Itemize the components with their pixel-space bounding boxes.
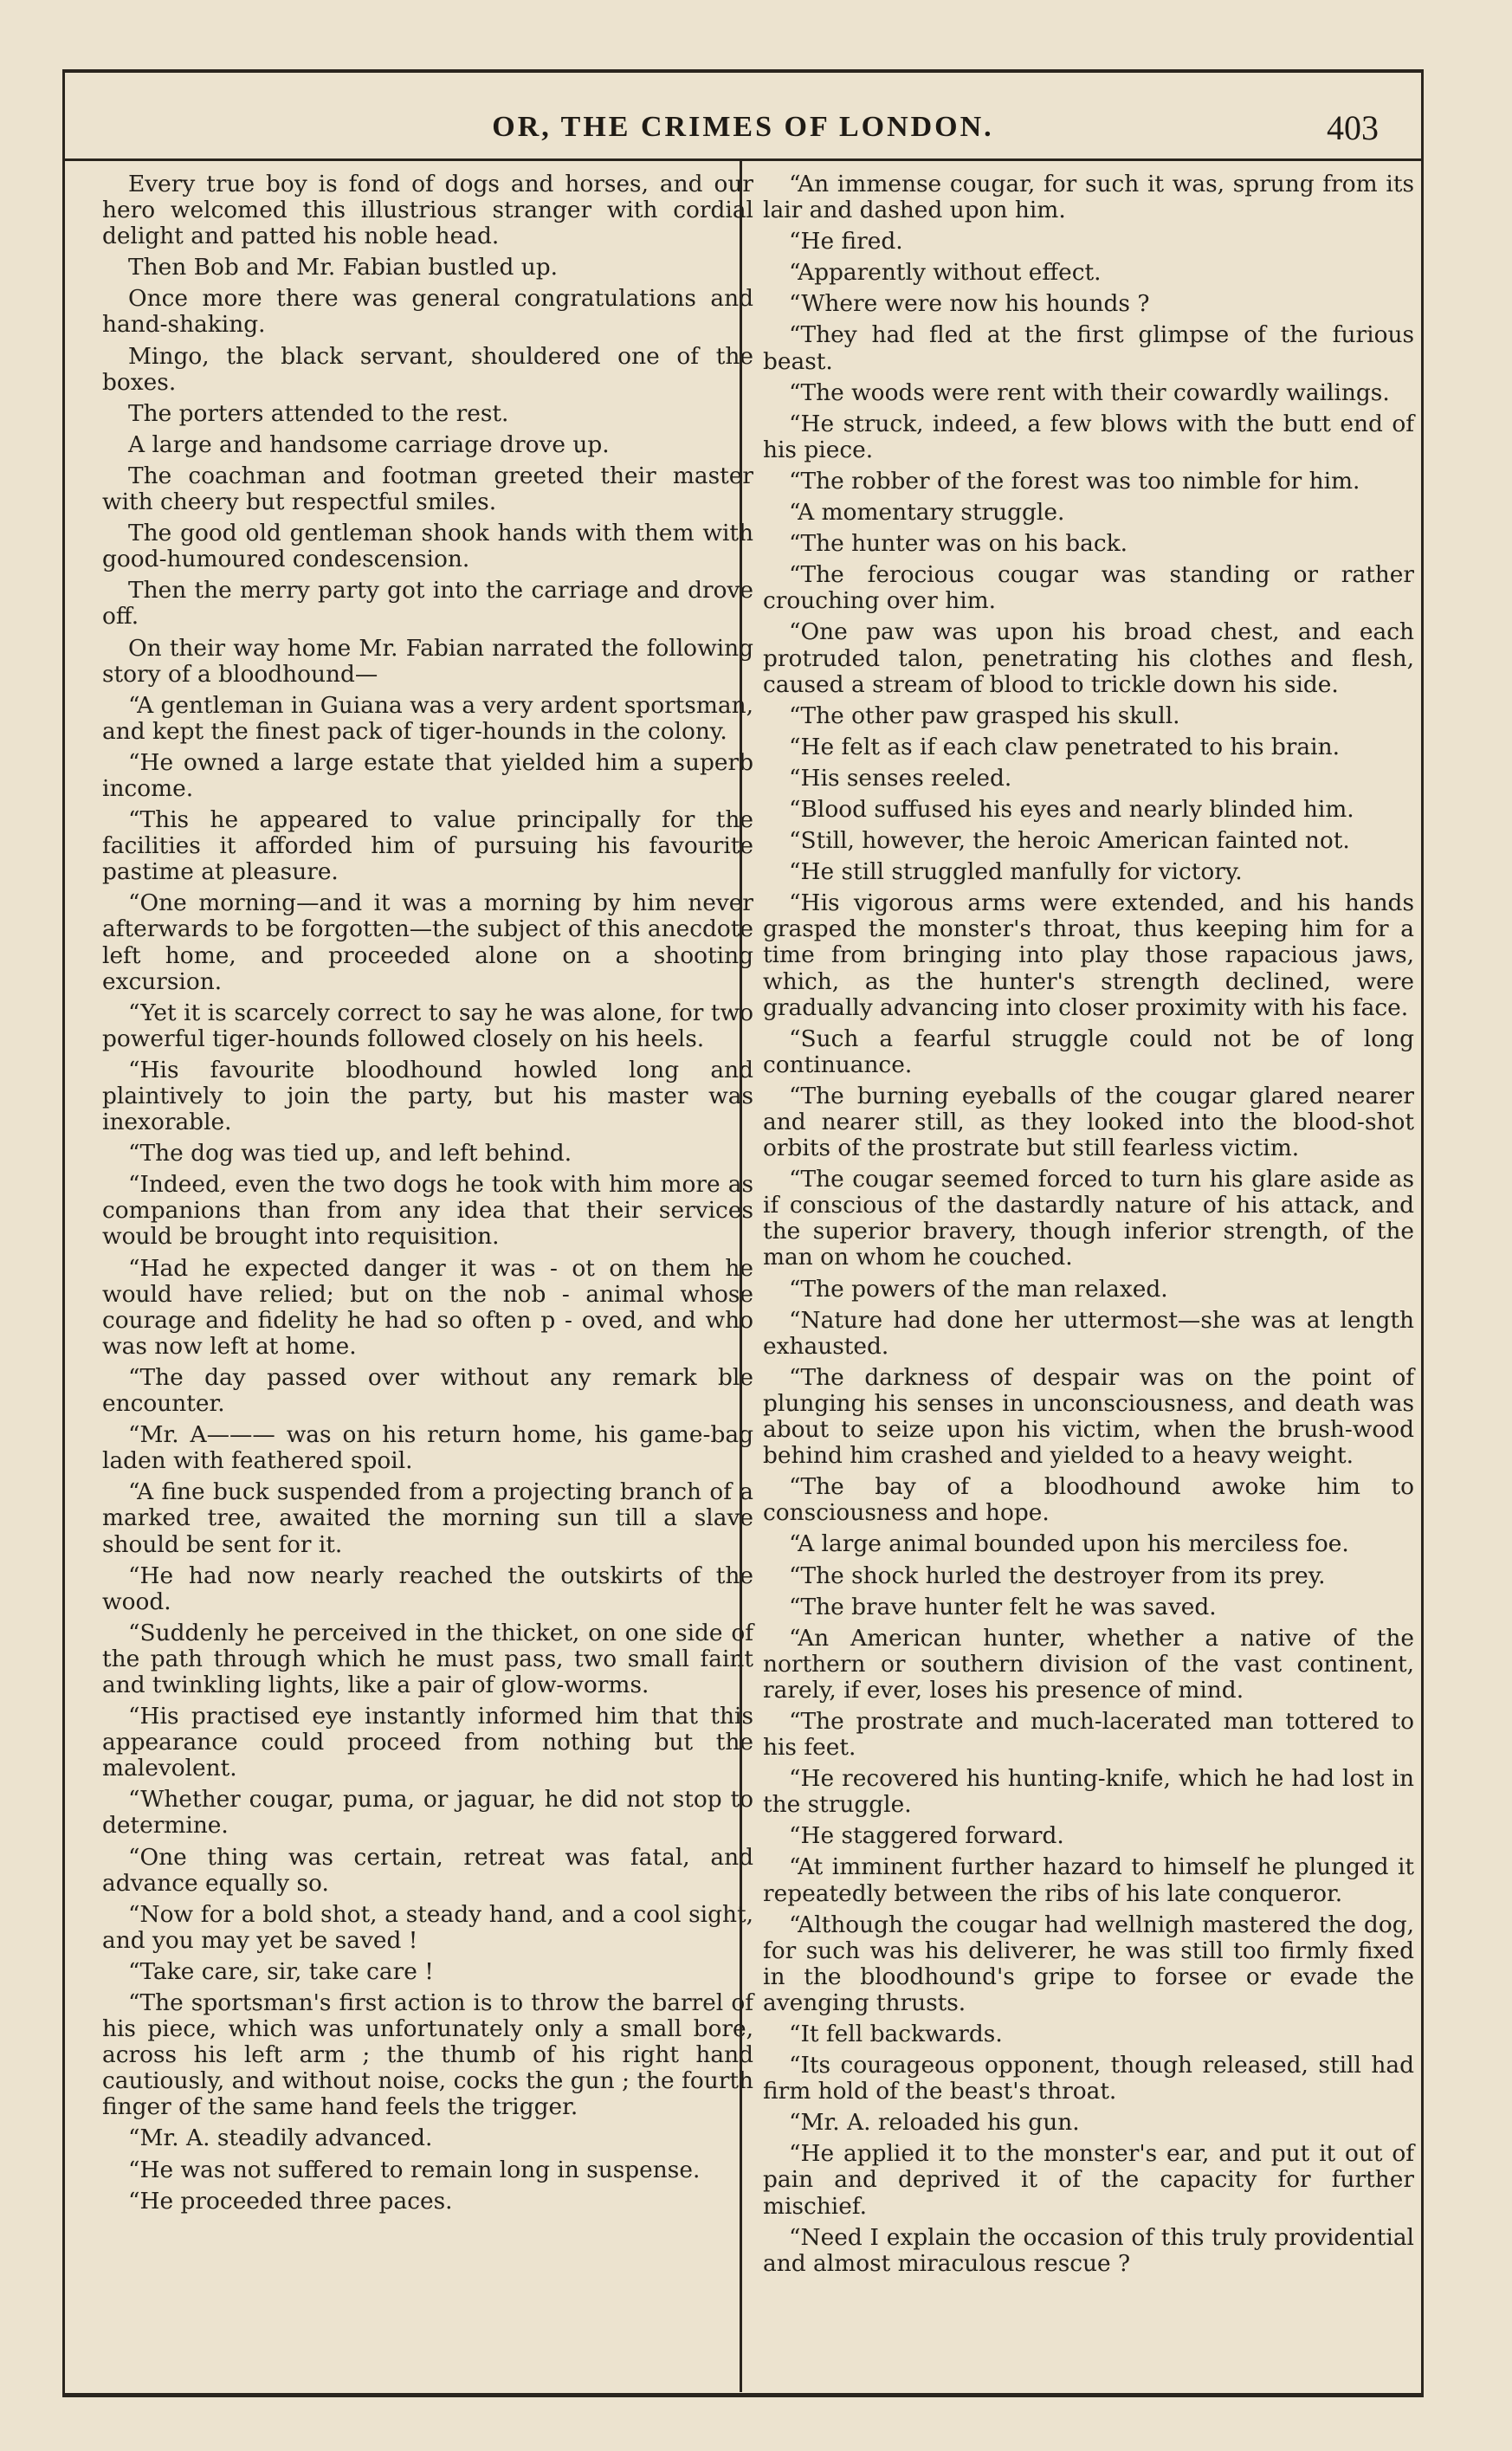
paragraph: “He proceeded three paces. (128, 2187, 453, 2215)
paragraph: “Blood suffused his eyes and nearly blinded him. (789, 795, 1354, 823)
paragraph: “A fine buck suspended from a projecting branch of a marked tree, awaited the morning sun till a slave should be sent for it. (102, 1478, 753, 1558)
paragraph: “Mr. A——— was on his return home, his game-bag laden with feathered spoil. (102, 1421, 753, 1475)
paragraph: “The burning eyeballs of the cougar glared nearer and nearer still, as they looked into the blood-shot orbits of the prostrate but still fearless victim. (763, 1082, 1414, 1162)
paragraph: “Nature had done her uttermost—she was at length exhausted. (763, 1306, 1414, 1360)
paragraph: “He owned a large estate that yielded him a superb income. (102, 748, 753, 802)
paragraph: “The prostrate and much-lacerated man tottered to his feet. (763, 1707, 1414, 1762)
paragraph: “Although the cougar had wellnigh mastered the dog, for such was his deliverer, he was still too firmly fixed in the bloodhound's gripe to forsee or evade the avenging thrusts. (763, 1911, 1414, 2016)
paragraph: “Apparently without effect. (789, 259, 1102, 287)
paragraph: “One thing was certain, retreat was fatal, and advance equally so. (102, 1843, 753, 1897)
paragraph: “The robber of the forest was too nimble for him. (789, 467, 1360, 495)
paragraph: “This he appeared to value principally for the facilities it afforded him of pursuing his favourite pastime at pleasure. (102, 806, 753, 886)
paragraph: “The ferocious cougar was standing or rather crouching over him. (763, 561, 1414, 615)
paragraph: “The darkness of despair was on the point of plunging his senses in unconsciousness, and death was about to seize upon his victim, when the brush-wood behind him crashed and yielded to a heavy weight. (763, 1363, 1414, 1470)
paragraph: On their way home Mr. Fabian narrated the following story of a bloodhound— (102, 634, 753, 688)
paragraph: A large and handsome carriage drove up. (128, 430, 610, 458)
paragraph: “He struck, indeed, a few blows with the butt end of his piece. (763, 410, 1414, 463)
paragraph: “They had fled at the first glimpse of the furious beast. (763, 321, 1414, 375)
paragraph: “A momentary struggle. (789, 499, 1065, 527)
paragraph: “An immense cougar, for such it was, sprung from its lair and dashed upon him. (763, 171, 1414, 224)
paragraph: The porters attended to the rest. (128, 399, 509, 427)
paragraph: The good old gentleman shook hands with them with good-humoured condescension. (102, 520, 753, 573)
paragraph: Mingo, the black servant, shouldered one of the boxes. (102, 342, 753, 396)
paragraph: Then the merry party got into the carriage and drove off. (102, 577, 753, 631)
paragraph: “The day passed over without any remark ble encounter. (102, 1363, 753, 1418)
paragraph: “An American hunter, whether a native of the northern or southern division of the vast continent, rarely, if ever, loses his presence of mind. (763, 1624, 1414, 1704)
paragraph: “The brave hunter felt he was saved. (789, 1593, 1217, 1620)
paragraph: “Need I explain the occasion of this truly providential and almost miraculous rescue ? (763, 2223, 1414, 2277)
paragraph: “The powers of the man relaxed. (789, 1275, 1168, 1303)
paragraph: “Mr. A. steadily advanced. (128, 2124, 433, 2152)
page-number: 403 (1327, 108, 1379, 147)
paragraph: Every true boy is fond of dogs and horses, and our hero welcomed this illustrious stranger with cordial delight and patted his noble head. (102, 171, 753, 250)
paragraph: “A large animal bounded upon his merciless foe. (789, 1530, 1349, 1558)
paragraph: “He felt as if each claw penetrated to his brain. (789, 733, 1340, 760)
paragraph: “He still struggled manfully for victory. (789, 858, 1243, 886)
paragraph: “He had now nearly reached the outskirts of the wood. (102, 1562, 753, 1615)
paragraph: “His senses reeled. (789, 764, 1012, 792)
paragraph: “The shock hurled the destroyer from its prey. (789, 1562, 1326, 1589)
paragraph: “One paw was upon his broad chest, and each protruded talon, penetrating his clothes and flesh, caused a stream of blood to trickle down his side. (763, 618, 1414, 698)
paragraph: “The other paw grasped his skull. (789, 702, 1180, 729)
running-head (62, 108, 1424, 154)
paragraph: “His favourite bloodhound howled long and plaintively to join the party, but his master was inexorable. (102, 1056, 753, 1136)
paragraph: “Whether cougar, puma, or jaguar, he did not stop to determine. (102, 1786, 753, 1840)
paragraph: Then Bob and Mr. Fabian bustled up. (128, 254, 559, 281)
paragraph: “His practised eye instantly informed him that this appearance could proceed from nothing but the malevolent. (102, 1703, 753, 1782)
paragraph: The coachman and footman greeted their master with cheery but respectful smiles. (102, 462, 753, 516)
paragraph: “One morning—and it was a morning by him never afterwards to be forgotten—the subject of this anecdote left home, and proceeded alone on a shooting excursion. (102, 889, 753, 995)
paragraph: “Its courageous opponent, though released, still had firm hold of the beast's throat. (763, 2052, 1414, 2105)
paragraph: “Mr. A. reloaded his gun. (789, 2109, 1080, 2137)
header-rule (62, 158, 1424, 161)
paragraph: “He recovered his hunting-knife, which he had lost in the struggle. (763, 1765, 1414, 1819)
paragraph: “He was not suffered to remain long in suspense. (128, 2156, 701, 2183)
bottom-border-rule (62, 2393, 1424, 2397)
paragraph: “The cougar seemed forced to turn his glare aside as if conscious of the dastardly nature of his attack, and the superior bravery, though inferior strength, of the man on whom he couched. (763, 1166, 1414, 1271)
paragraph: “Suddenly he perceived in the thicket, on one side of the path through which he must pass, two small faint and twinkling lights, like a pair of glow-worms. (102, 1619, 753, 1698)
running-title: OR, THE CRIMES OF LONDON. (492, 111, 994, 143)
paragraph: “He applied it to the monster's ear, and put it out of pain and deprived it of the capacity for further mischief. (763, 2140, 1414, 2220)
paragraph: “Now for a bold shot, a steady hand, and a cool sight, and you may yet be saved ! (102, 1900, 753, 1954)
paragraph: “The woods were rent with their cowardly wailings. (789, 378, 1390, 406)
paragraph: “Such a fearful struggle could not be of long continuance. (763, 1025, 1414, 1078)
paragraph: Once more there was general congratulations and hand-shaking. (102, 285, 753, 339)
paragraph: “Indeed, even the two dogs he took with him more as companions than from any idea that their services would be brought into requisition. (102, 1171, 753, 1251)
paragraph: “Had he expected danger it was ‑ ot on them he would have relied; but on the nob ‑ animal whose courage and fidelity he had so often p ‑ oved, and who was now left at home. (102, 1254, 753, 1360)
paragraph: “Still, however, the heroic American fainted not. (789, 827, 1350, 855)
paragraph: “The dog was tied up, and left behind. (128, 1140, 572, 1167)
paragraph: “The bay of a bloodhound awoke him to consciousness and hope. (763, 1473, 1414, 1527)
paragraph: “Take care, sir, take care ! (128, 1957, 434, 1985)
paragraph: “He staggered forward. (789, 1822, 1064, 1850)
paragraph: “A gentleman in Guiana was a very ardent sportsman, and kept the finest pack of tiger-hounds in the colony. (102, 691, 753, 745)
paragraph: “It fell backwards. (789, 2021, 1003, 2047)
left-column (102, 171, 753, 2220)
paragraph: “Yet it is scarcely correct to say he was alone, for two powerful tiger-hounds followed closely on his heels. (102, 999, 753, 1052)
paragraph: “The sportsman's first action is to throw the barrel of his piece, which was unfortunately only a small bore, across his left arm ; the thumb of his right hand cautiously, and without noise, cocks the gun ; the fourth finger of the same hand feels the trigger. (102, 1989, 753, 2121)
paragraph: “He fired. (789, 228, 903, 255)
paragraph: “At imminent further hazard to himself he plunged it repeatedly between the ribs of his late conqueror. (763, 1853, 1414, 1907)
paragraph: “Where were now his hounds ? (789, 290, 1150, 318)
paragraph: “His vigorous arms were extended, and his hands grasped the monster's throat, thus keeping him for a time from bringing into play those rapacious jaws, which, as the hunter's strength declined, were gradually advancing into closer proximity with his face. (763, 889, 1414, 1021)
right-column (763, 171, 1414, 2282)
paragraph: “The hunter was on his back. (789, 530, 1128, 558)
